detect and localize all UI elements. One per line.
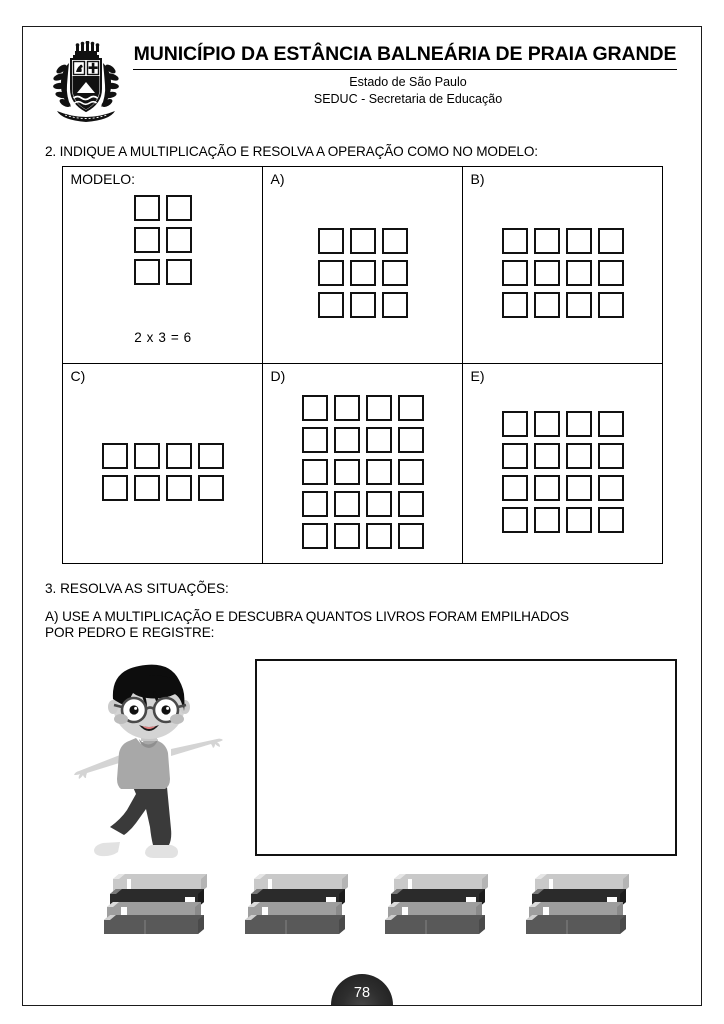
- array-square: [318, 292, 344, 318]
- question-2-heading: 2. INDIQUE A MULTIPLICAÇÃO E RESOLVA A OPERAÇÃO COMO NO MODELO:: [45, 144, 538, 159]
- exercise-row-top: [63, 167, 662, 363]
- array-square: [302, 491, 328, 517]
- array-square: [318, 228, 344, 254]
- array-square: [334, 459, 360, 485]
- book-stacks-row: [41, 873, 683, 935]
- array-square: [534, 228, 560, 254]
- array-square: [534, 292, 560, 318]
- array-square: [102, 443, 128, 469]
- array-square: [566, 260, 592, 286]
- array-square: [302, 459, 328, 485]
- answer-box[interactable]: [255, 659, 677, 856]
- exercise-cell-c[interactable]: [63, 363, 262, 563]
- array-square: [198, 443, 224, 469]
- square-array-d: [302, 395, 424, 549]
- array-square: [366, 427, 392, 453]
- array-square: [534, 475, 560, 501]
- array-square: [350, 260, 376, 286]
- array-square: [534, 507, 560, 533]
- question-3-item-a: [45, 609, 683, 641]
- array-square: [366, 523, 392, 549]
- array-square: [166, 227, 192, 253]
- question-3-item-a-line1: A) USE A MULTIPLICAÇÃO E DESCUBRA QUANTOS LIVROS FORAM EMPILHADOS: [45, 609, 570, 624]
- array-square: [598, 507, 624, 533]
- illustration-row: [41, 653, 683, 865]
- cell-label-c: C): [70, 368, 86, 384]
- array-square: [134, 443, 160, 469]
- array-square: [134, 227, 160, 253]
- state-subtitle: Estado de São Paulo: [349, 75, 467, 89]
- array-square: [598, 292, 624, 318]
- page-number-badge: 78: [331, 974, 393, 1006]
- array-square: [350, 292, 376, 318]
- array-square: [366, 395, 392, 421]
- exercise-cell-b[interactable]: [462, 167, 662, 363]
- book-stack-icon: [380, 873, 498, 935]
- exercise-cell-a[interactable]: [262, 167, 462, 363]
- array-square: [566, 292, 592, 318]
- array-square: [566, 228, 592, 254]
- array-square: [398, 459, 424, 485]
- exercise-cell-d[interactable]: [262, 363, 462, 563]
- cell-label-a: A): [270, 171, 285, 187]
- array-square: [398, 491, 424, 517]
- array-square: [102, 475, 128, 501]
- square-array-b: [502, 228, 624, 318]
- exercise-row-bottom: [63, 363, 662, 563]
- array-square: [534, 411, 560, 437]
- cell-label-b: B): [470, 171, 485, 187]
- array-square: [134, 195, 160, 221]
- array-square: [566, 411, 592, 437]
- array-square: [366, 459, 392, 485]
- cell-label-modelo: MODELO:: [70, 171, 136, 187]
- array-square: [534, 260, 560, 286]
- array-square: [566, 443, 592, 469]
- array-square: [502, 228, 528, 254]
- array-square: [334, 395, 360, 421]
- page-frame: [22, 26, 702, 1006]
- array-square: [134, 475, 160, 501]
- square-array-a: [318, 228, 408, 318]
- document-header: [41, 37, 683, 131]
- array-square: [302, 523, 328, 549]
- array-square: [166, 195, 192, 221]
- question-3-heading: 3. RESOLVA AS SITUAÇÕES:: [45, 581, 229, 596]
- cell-label-d: D): [270, 368, 286, 384]
- municipality-title: MUNICÍPIO DA ESTÂNCIA BALNEÁRIA DE PRAIA GRANDE: [133, 43, 677, 70]
- array-square: [366, 491, 392, 517]
- department-subtitle: SEDUC - Secretaria de Educação: [313, 92, 503, 106]
- array-square: [398, 523, 424, 549]
- array-square: [302, 395, 328, 421]
- exercise-cell-e[interactable]: [462, 363, 662, 563]
- question-3-item-a-line2: POR PEDRO E REGISTRE:: [45, 625, 215, 641]
- array-square: [318, 260, 344, 286]
- array-square: [302, 427, 328, 453]
- array-square: [166, 443, 192, 469]
- array-square: [398, 427, 424, 453]
- array-square: [502, 260, 528, 286]
- square-array-e: [502, 411, 624, 533]
- array-square: [166, 475, 192, 501]
- book-stack-icon: [240, 873, 358, 935]
- array-square: [598, 443, 624, 469]
- array-square: [166, 259, 192, 285]
- array-square: [598, 411, 624, 437]
- array-square: [566, 475, 592, 501]
- array-square: [350, 228, 376, 254]
- square-array-c: [102, 443, 224, 501]
- modelo-equation: 2 x 3 = 6: [134, 330, 192, 345]
- array-square: [598, 228, 624, 254]
- array-square: [382, 260, 408, 286]
- square-array-modelo: [134, 195, 192, 285]
- array-square: [502, 292, 528, 318]
- array-square: [334, 491, 360, 517]
- praia-grande-coat-of-arms-icon: [49, 41, 123, 127]
- array-square: [398, 395, 424, 421]
- exercise-cell-modelo: [63, 167, 262, 363]
- array-square: [534, 443, 560, 469]
- array-square: [598, 475, 624, 501]
- book-stack-icon: [99, 873, 217, 935]
- array-square: [502, 507, 528, 533]
- array-square: [334, 523, 360, 549]
- array-square: [382, 228, 408, 254]
- header-text-block: [133, 39, 683, 106]
- book-stack-icon: [521, 873, 639, 935]
- array-square: [502, 411, 528, 437]
- cell-label-e: E): [470, 368, 485, 384]
- array-square: [198, 475, 224, 501]
- array-square: [566, 507, 592, 533]
- array-square: [382, 292, 408, 318]
- array-square: [598, 260, 624, 286]
- exercise-grid: [62, 166, 663, 564]
- array-square: [134, 259, 160, 285]
- boy-with-glasses-illustration: [63, 653, 235, 865]
- array-square: [334, 427, 360, 453]
- array-square: [502, 443, 528, 469]
- array-square: [502, 475, 528, 501]
